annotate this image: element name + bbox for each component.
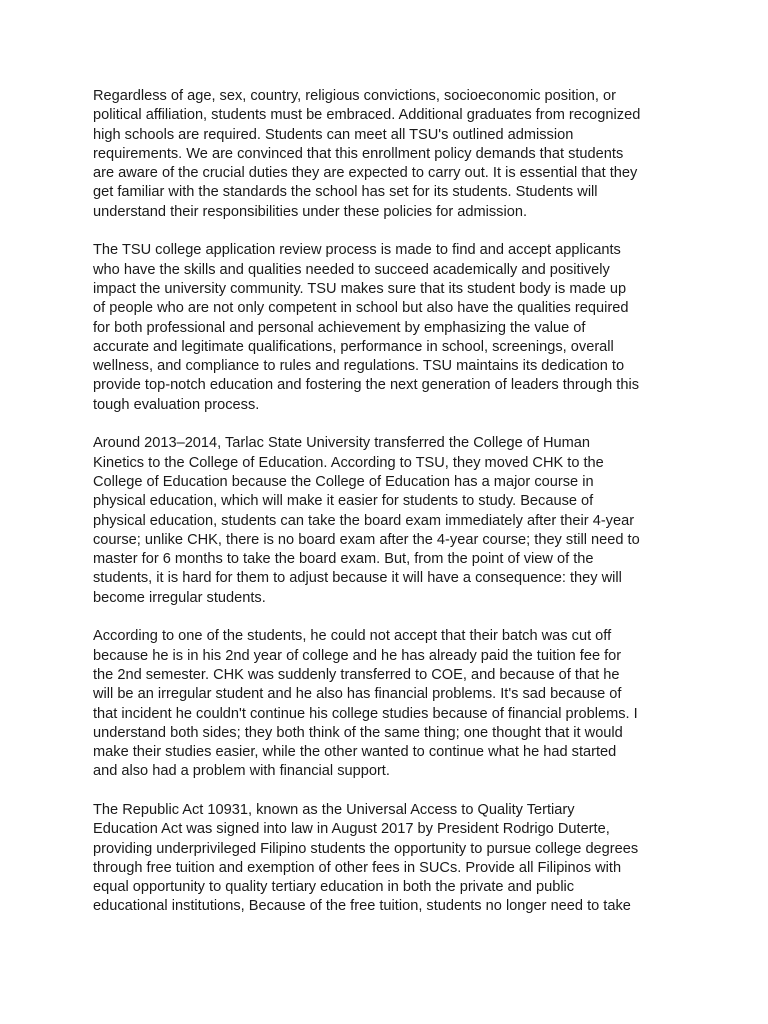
text-line: understand their responsibilities under these policies for admission. bbox=[93, 203, 527, 220]
text-line: for both professional and personal achievement by emphasizing the value of bbox=[93, 319, 586, 336]
text-line: accurate and legitimate qualifications, performance in school, screenings, overall bbox=[93, 338, 614, 355]
text-line: course; unlike CHK, there is no board exam after the 4-year course; they still need to bbox=[93, 531, 640, 548]
text-line: get familiar with the standards the school has set for its students. Students will bbox=[93, 184, 598, 201]
text-line: students, it is hard for them to adjust because it will have a consequence: they will bbox=[93, 570, 622, 587]
text-line: physical education, students can take the board exam immediately after their 4-year bbox=[93, 512, 635, 529]
paragraph-republic-act bbox=[93, 801, 679, 917]
text-line: the 2nd semester. CHK was suddenly transferred to COE, and because of that he bbox=[93, 666, 620, 683]
text-line: wellness, and compliance to rules and regulations. TSU maintains its dedication to bbox=[93, 358, 625, 375]
text-line: Kinetics to the College of Education. According to TSU, they moved CHK to the bbox=[93, 454, 604, 471]
text-line: According to one of the students, he could not accept that their batch was cut off bbox=[93, 628, 612, 645]
text-line: physical education, which will make it easier for students to study. Because of bbox=[93, 493, 594, 510]
text-line: become irregular students. bbox=[93, 589, 266, 606]
paragraph-chk-transfer bbox=[93, 434, 679, 608]
text-line: educational institutions, Because of the free tuition, students no longer need to take bbox=[93, 898, 631, 915]
text-line: make their studies easier, while the other wanted to continue what he had started bbox=[93, 744, 617, 761]
text-line: will be an irregular student and he also has financial problems. It's sad because of bbox=[93, 686, 622, 703]
text-line: providing underprivileged Filipino students the opportunity to pursue college degrees bbox=[93, 840, 639, 857]
text-line: Regardless of age, sex, country, religious convictions, socioeconomic position, or bbox=[93, 88, 616, 104]
text-line: impact the university community. TSU makes sure that its student body is made up bbox=[93, 280, 627, 297]
text-line: requirements. We are convinced that this enrollment policy demands that students bbox=[93, 145, 624, 162]
paragraph-admission-policy bbox=[93, 87, 679, 222]
text-line: The TSU college application review process is made to find and accept applicants bbox=[93, 242, 621, 259]
text-line: are aware of the crucial duties they are expected to carry out. It is essential that they bbox=[93, 165, 638, 182]
text-line: provide top-notch education and fostering the next generation of leaders through this bbox=[93, 377, 640, 394]
text-line: through free tuition and exemption of other fees in SUCs. Provide all Filipinos with bbox=[93, 859, 622, 876]
text-line: of people who are not only competent in school but also have the qualities required bbox=[93, 300, 629, 317]
text-line: tough evaluation process. bbox=[93, 396, 260, 413]
text-line: Around 2013–2014, Tarlac State University transferred the College of Human bbox=[93, 435, 591, 452]
document-body bbox=[93, 87, 679, 936]
text-line: master for 6 months to take the board exam. But, from the point of view of the bbox=[93, 551, 594, 568]
text-line: high schools are required. Students can meet all TSU's outlined admission bbox=[93, 126, 574, 143]
text-line: The Republic Act 10931, known as the Universal Access to Quality Tertiary bbox=[93, 801, 575, 818]
paragraph-student-account bbox=[93, 627, 679, 781]
text-line: understand both sides; they both think of the same thing; one thought that it would bbox=[93, 724, 623, 741]
text-line: who have the skills and qualities needed to succeed academically and positively bbox=[93, 261, 610, 278]
text-line: College of Education because the College of Education has a major course in bbox=[93, 473, 594, 490]
text-line: because he is in his 2nd year of college and he has already paid the tuition fee for bbox=[93, 647, 622, 664]
text-line: Education Act was signed into law in August 2017 by President Rodrigo Duterte, bbox=[93, 821, 610, 838]
text-line: equal opportunity to quality tertiary education in both the private and public bbox=[93, 879, 575, 896]
text-line: and also had a problem with financial support. bbox=[93, 763, 390, 780]
paragraph-review-process bbox=[93, 241, 679, 415]
text-line: political affiliation, students must be embraced. Additional graduates from recognized bbox=[93, 107, 641, 124]
text-line: that incident he couldn't continue his college studies because of financial problems. I bbox=[93, 705, 638, 722]
